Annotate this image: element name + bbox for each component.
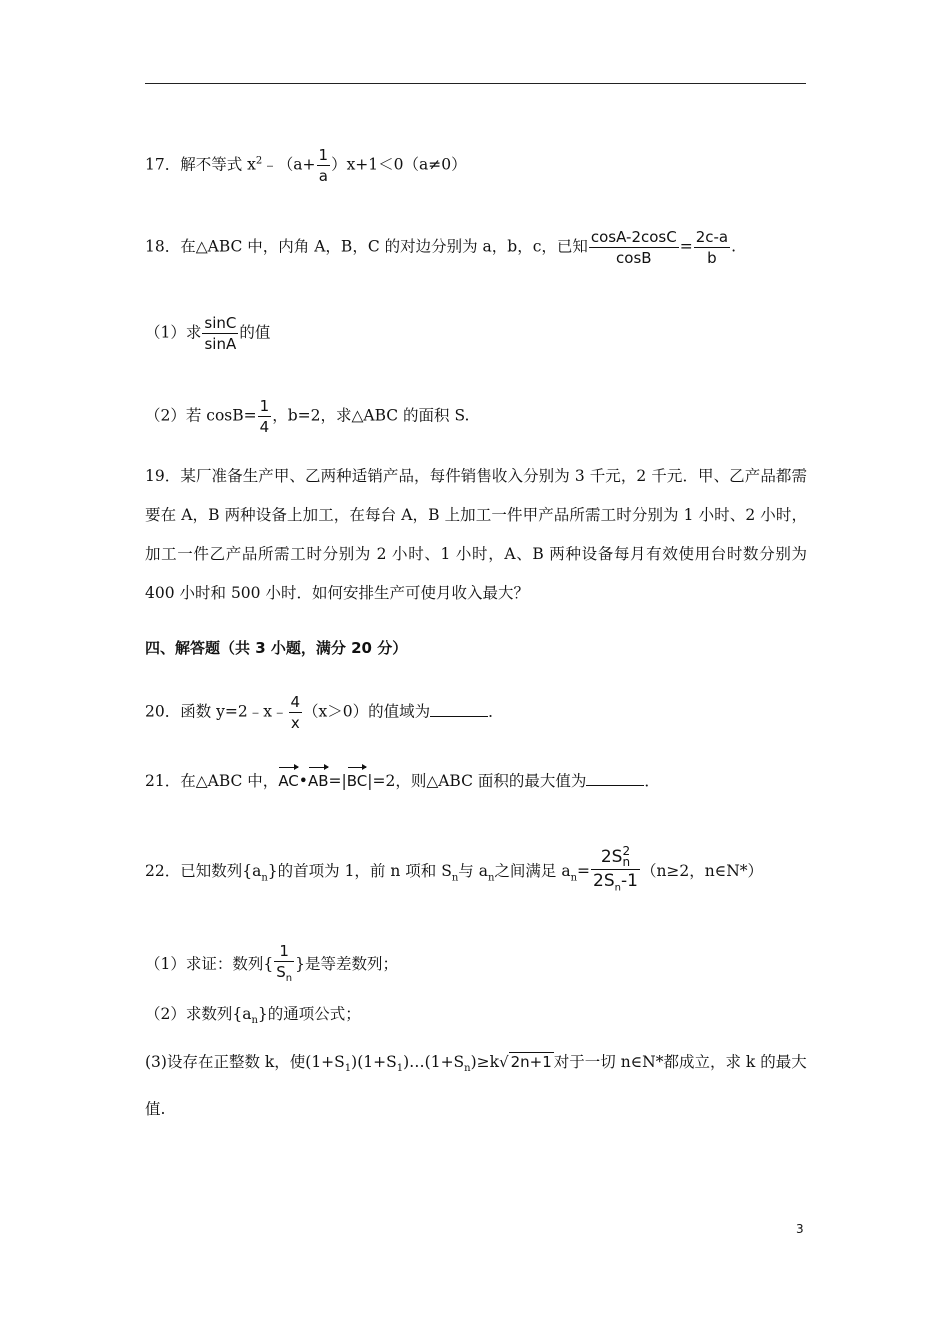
q18-2-frac-den: 4 [259, 418, 270, 436]
q21-text: 21．在△ABC 中， [145, 772, 279, 790]
q22-3-sub-1: 1 [344, 1063, 352, 1075]
q17-exponent: 2 [255, 155, 263, 167]
q22-3-text-3: )…(1+S [403, 1053, 465, 1071]
question-22-part-3 [145, 1050, 807, 1081]
q20-text-end: ． [488, 702, 504, 721]
section-heading: 四、解答题（共 3 小题，满分 20 分） [145, 639, 408, 657]
q18-frac2-den: b [707, 249, 717, 267]
q22-sub-3: n [487, 872, 495, 884]
q18-fraction-2 [694, 228, 730, 267]
question-19: 19．某厂准备生产甲、乙两种适销产品，每件销售收入分别为 3 千元，2 千元．甲、乙产品都需要在 A，B 两种设备上加工，在每台 A，B 上加工一件甲产品所需工时分别为 1 小时、2 小时，加工一件乙产品所需工时分别为 2 小时、1 小时，A、B 两种设备每月有效使用台时数分别为 400 小时和 500 小时．如何安排生产可使月收入最大？ [145, 467, 807, 602]
q18-fraction-1 [589, 228, 679, 267]
q18-frac1-den: cosB [616, 249, 652, 267]
q18-1-text: （1）求 [145, 323, 202, 342]
q22-1-frac-den [274, 963, 294, 988]
q21-text-mid: =| [328, 772, 347, 790]
q18-equals: = [679, 237, 693, 256]
q22-equals: = [577, 862, 591, 881]
q22-fraction [591, 846, 640, 898]
q18-1-text-end: 的值 [239, 323, 271, 342]
q22-1-text: （1）求证：数列{ [145, 955, 274, 973]
q18-2-frac-num: 1 [259, 397, 270, 415]
q22-text-3: 与 a [458, 862, 488, 881]
vector-ab: AB [308, 765, 329, 793]
question-18 [145, 228, 736, 267]
q22-3-text-2: )(1+S [351, 1053, 397, 1071]
q17-text: 17．解不等式 x [145, 155, 256, 174]
q22-frac-num-sup: 2 [622, 844, 631, 858]
q22-3-text-4: )≥k [470, 1053, 500, 1071]
q22-frac-num-sub: n [622, 855, 631, 869]
vector-ac: AC [278, 765, 298, 793]
q22-frac-den [591, 871, 640, 898]
q22-3-sub-3: n [464, 1063, 471, 1075]
q20-fraction [289, 693, 303, 732]
q18-2-text-end: ，b=2，求△ABC 的面积 S. [272, 406, 470, 425]
q21-text-rest: |=2，则△ABC 面积的最大值为 [367, 772, 587, 790]
q17-frac-num: 1 [318, 146, 329, 164]
q20-answer-blank[interactable] [430, 702, 488, 717]
q22-text-1: 22．已知数列{a [145, 862, 262, 881]
question-21 [145, 765, 660, 793]
question-22 [145, 846, 763, 898]
q22-1-text-end: }是等差数列； [295, 955, 398, 973]
q22-3-sub-2: 1 [396, 1063, 404, 1075]
q18-1-frac-den: sinA [204, 335, 237, 353]
q22-1-frac-num: 1 [279, 942, 289, 960]
q22-1-frac-den-sub: n [285, 973, 293, 984]
q21-dot: • [298, 772, 308, 790]
q22-text-2: }的首项为 1，前 n 项和 S [267, 862, 452, 881]
q22-sub-1: n [261, 872, 268, 884]
q18-1-frac-num: sinC [204, 314, 237, 332]
q22-sub-2: n [451, 872, 459, 884]
q21-answer-blank[interactable] [586, 771, 644, 786]
q22-frac-num-scripts [622, 846, 630, 868]
vector-bc: BC [347, 765, 368, 793]
q18-text: 18．在△ABC 中，内角 A，B，C 的对边分别为 a，b，c，已知 [145, 237, 588, 256]
q22-text-end: （n≥2，n∈N*） [640, 862, 764, 881]
q21-text-end: ． [644, 772, 660, 790]
q20-frac-den: x [290, 714, 300, 732]
q17-fraction [317, 146, 331, 185]
q18-2-fraction [258, 397, 272, 436]
q17-text-mid: ﹣（a+ [262, 155, 316, 174]
q18-frac1-num: cosA-2cosC [590, 228, 677, 246]
q18-text-end: . [731, 237, 737, 256]
q22-3-text-end: 对于一切 n∈N*都成立，求 k 的最大 [553, 1053, 807, 1071]
question-22-part-1 [145, 942, 398, 988]
q22-sub-4: n [570, 872, 578, 884]
q17-text-end: ）x+1＜0（a≠0） [331, 155, 467, 174]
q18-2-text: （2）若 cosB= [145, 406, 257, 425]
question-18-part-2 [145, 397, 469, 436]
q22-frac-num-base: 2S [600, 847, 623, 867]
question-17 [145, 146, 467, 185]
q22-frac-num [599, 846, 632, 868]
q22-frac-den-tail: -1 [620, 871, 638, 891]
q20-text-mid: （x＞0）的值域为 [303, 702, 431, 721]
question-22-part-2 [145, 1002, 361, 1033]
q22-3-sqrt: √ 2n+1 [499, 1053, 552, 1071]
q20-frac-num: 4 [290, 693, 301, 711]
q18-1-fraction [202, 314, 238, 353]
question-20 [145, 693, 504, 732]
q22-1-frac-den-base: S [276, 963, 286, 981]
q22-3-sqrt-radicand: 2n+1 [510, 1053, 552, 1071]
q20-text: 20．函数 y=2﹣x﹣ [145, 702, 288, 721]
q22-2-text: （2）求数列{a [145, 1005, 252, 1023]
q22-frac-den-base: 2S [593, 871, 615, 891]
q22-1-fraction [274, 942, 294, 988]
q17-frac-den: a [318, 167, 328, 185]
q18-frac2-num: 2c-a [695, 228, 729, 246]
q22-3-text-1: (3)设存在正整数 k，使(1+S [145, 1053, 345, 1071]
question-18-part-1 [145, 314, 270, 353]
q22-text-4: 之间满足 a [494, 862, 571, 881]
question-22-part-3-cont: 值. [145, 1100, 166, 1118]
q22-frac-den-sub: n [614, 882, 621, 894]
page-number: 3 [796, 1222, 804, 1236]
q22-2-text-end: }的通项公式； [257, 1005, 361, 1023]
q22-2-sub: n [251, 1015, 258, 1027]
header-rule [145, 83, 806, 84]
